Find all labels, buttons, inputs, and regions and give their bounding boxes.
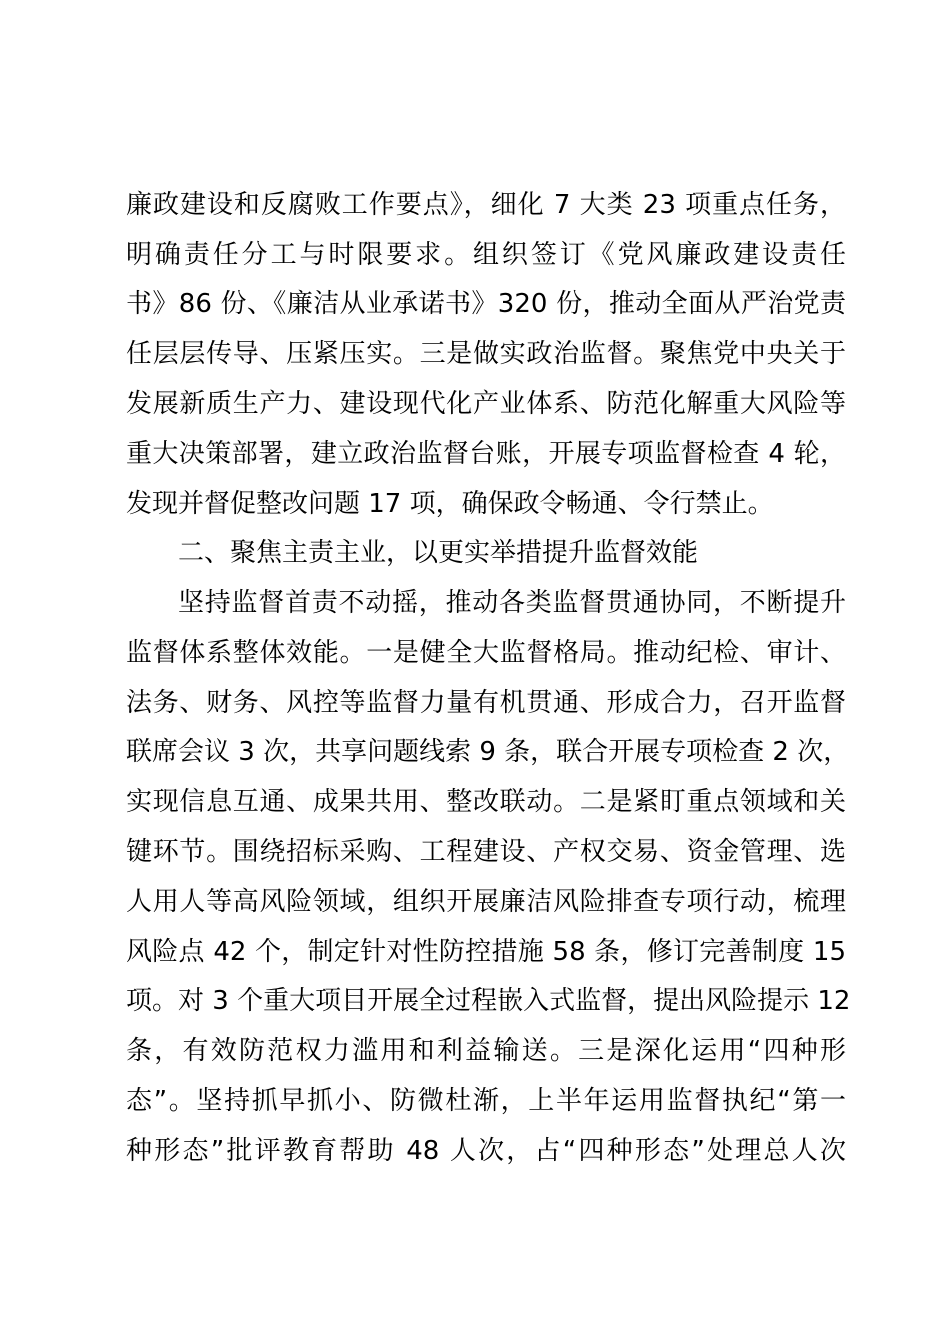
section-heading: 二、聚焦主责主业，以更实举措提升监督效能 — [178, 538, 699, 568]
body-text-line: 联席会议 3 次，共享问题线索 9 条，联合开展专项检查 2 次， — [126, 737, 850, 767]
body-text-line: 廉政建设和反腐败工作要点》，细化 7 大类 23 项重点任务， — [126, 190, 846, 220]
body-text-line: 条，有效防范权力滥用和利益输送。三是深化运用“四种形 — [126, 1036, 846, 1066]
body-text-line: 实现信息互通、成果共用、整改联动。二是紧盯重点领域和关 — [126, 787, 846, 817]
body-text-line: 任层层传导、压紧压实。三是做实政治监督。聚焦党中央关于 — [126, 339, 846, 369]
body-text-line: 人用人等高风险领域，组织开展廉洁风险排查专项行动，梳理 — [126, 887, 846, 917]
body-text-line: 书》86 份、《廉洁从业承诺书》320 份，推动全面从严治党责 — [126, 289, 846, 319]
body-text-line: 项。对 3 个重大项目开展全过程嵌入式监督，提出风险提示 12 — [126, 986, 851, 1016]
body-text-line: 发现并督促整改问题 17 项，确保政令畅通、令行禁止。 — [126, 489, 774, 519]
body-text-line: 种形态”批评教育帮助 48 人次，占“四种形态”处理总人次 — [126, 1136, 846, 1166]
body-text-line: 发展新质生产力、建设现代化产业体系、防范化解重大风险等 — [126, 389, 846, 419]
body-text-line: 重大决策部署，建立政治监督台账，开展专项监督检查 4 轮， — [126, 439, 846, 469]
body-text-line: 坚持监督首责不动摇，推动各类监督贯通协同，不断提升 — [178, 588, 846, 618]
body-text-line: 明确责任分工与时限要求。组织签订《党风廉政建设责任 — [126, 240, 846, 270]
body-text-line: 风险点 42 个，制定针对性防控措施 58 条，修订完善制度 15 — [126, 937, 846, 967]
body-text-line: 监督体系整体效能。一是健全大监督格局。推动纪检、审计、 — [126, 638, 846, 668]
body-text-line: 法务、财务、风控等监督力量有机贯通、形成合力，召开监督 — [126, 688, 846, 718]
body-text-line: 态”。坚持抓早抓小、防微杜渐，上半年运用监督执纪“第一 — [126, 1086, 846, 1116]
body-text-line: 键环节。围绕招标采购、工程建设、产权交易、资金管理、选 — [126, 837, 846, 867]
